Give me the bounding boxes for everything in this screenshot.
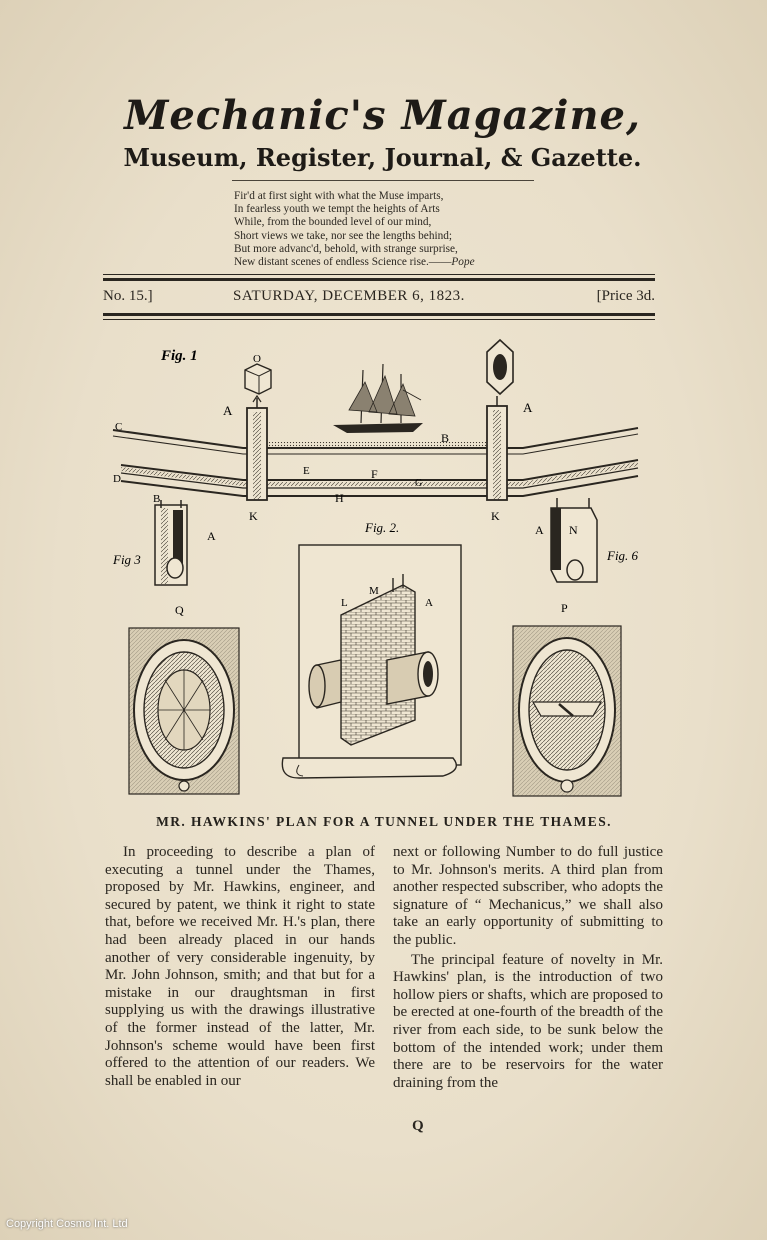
plate-caption: MR. HAWKINS' PLAN FOR A TUNNEL UNDER THE THAMES.	[156, 814, 612, 829]
label-c: C	[115, 421, 123, 433]
river-sediment	[263, 442, 503, 450]
label-a-fig2: A	[425, 597, 433, 609]
article-paragraph: next or following Number to do full justice to Mr. Johnson's merits. A third plan from another respected subscriber, who adopts the signature of “ Mechanicus,” we shall also take an early opportunity of submitting to the public.	[393, 844, 663, 948]
label-l: L	[341, 597, 348, 609]
label-k-right: K	[491, 509, 500, 523]
motto-verse	[234, 190, 534, 269]
header-rule-top-thin	[103, 274, 655, 275]
label-h: H	[335, 491, 344, 505]
motto-line: Short views we take, nor see the lengths behind;	[234, 229, 453, 242]
fig3-label: Fig 3	[113, 552, 141, 567]
motto-rule	[232, 180, 534, 181]
left-shaft	[247, 396, 267, 500]
label-f: F	[371, 467, 378, 481]
fig1-label: Fig. 1	[161, 348, 198, 364]
shaft-cap-hexagon	[487, 340, 513, 394]
label-a-right: A	[523, 400, 533, 415]
article-paragraph: In proceeding to describe a plan of executing a tunnel under the Thames, proposed by Mr. Hawkins, engineer, and secured by patent, we think it right to state that, before we received Mr. H.'s plan, there had been already placed in our hands another of very considerable ingenuity, by Mr. John Johnson, smith; and that but for a mistake in our draughtsman in first supplying us with the drawings illustrative of the former instead of the latter, Mr. Johnson's scheme would have been first offered to the attention of our readers. We shall be enabled in our	[105, 844, 375, 1089]
tunnel-cross-section-left	[129, 628, 239, 794]
fig2-label: Fig. 2.	[365, 520, 400, 535]
issue-line	[103, 288, 655, 308]
masthead	[100, 92, 665, 174]
magazine-title: Mechanic's Magazine,	[124, 92, 641, 139]
label-a-left: A	[223, 403, 233, 418]
magazine-subtitle: Museum, Register, Journal, & Gazette.	[123, 143, 642, 172]
article-column-left	[105, 844, 375, 1090]
header-rule-bottom-thin	[103, 319, 655, 320]
motto-line: While, from the bounded level of our mind,	[234, 216, 432, 229]
article-paragraph: The principal feature of novelty in Mr. Hawkins' plan, is the introduction of two hollow piers or shafts, which are proposed to be erected at one-fourth of the breadth of the river from each side, to be sunk below the bottom of the intended work; under them there are to be reservoirs for the water draining from the	[393, 951, 663, 1091]
issue-number: No. 15.]	[103, 288, 153, 304]
header-rule-top-thick	[103, 278, 655, 281]
copyright-watermark: Copyright Cosmo Int. Ltd	[6, 1218, 128, 1230]
right-shaft	[487, 396, 507, 500]
label-d: D	[113, 473, 121, 485]
issue-date: SATURDAY, DECEMBER 6, 1823.	[233, 288, 465, 304]
tunnel-cross-section-right	[513, 626, 621, 796]
motto-attribution: Pope	[451, 256, 475, 269]
label-a-fig3: A	[207, 529, 216, 543]
label-b-fig3: B	[153, 493, 161, 505]
label-g: G	[415, 478, 423, 489]
label-e: E	[303, 465, 310, 477]
label-m: M	[369, 585, 379, 597]
label-a-fig6: A	[535, 523, 544, 537]
shaft-cap-o	[245, 364, 271, 394]
signature-mark: Q	[412, 1118, 424, 1134]
motto-line	[234, 256, 534, 269]
fig3-shaft-detail	[155, 500, 187, 585]
motto-last-line: New distant scenes of endless Science rise.——	[234, 256, 452, 269]
article-column-right	[393, 844, 663, 1092]
header-rule-bottom-thick	[103, 313, 655, 316]
issue-price: [Price 3d.	[596, 288, 655, 304]
label-o: O	[253, 353, 261, 365]
label-p: P	[561, 601, 568, 615]
fig6-shaft-detail	[551, 498, 597, 582]
engraved-plate	[103, 330, 663, 800]
motto-line: Fir'd at first sight with what the Muse imparts,	[234, 190, 444, 202]
label-b: B	[441, 431, 450, 445]
label-q: Q	[175, 603, 184, 617]
fig6-label: Fig. 6	[607, 548, 639, 563]
label-k-left: K	[249, 509, 258, 523]
motto-line: In fearless youth we tempt the heights of Arts	[234, 203, 440, 216]
sailing-ship	[333, 364, 423, 433]
motto-line: But more advanc'd, behold, with strange surprise,	[234, 242, 458, 255]
label-n: N	[569, 523, 578, 537]
